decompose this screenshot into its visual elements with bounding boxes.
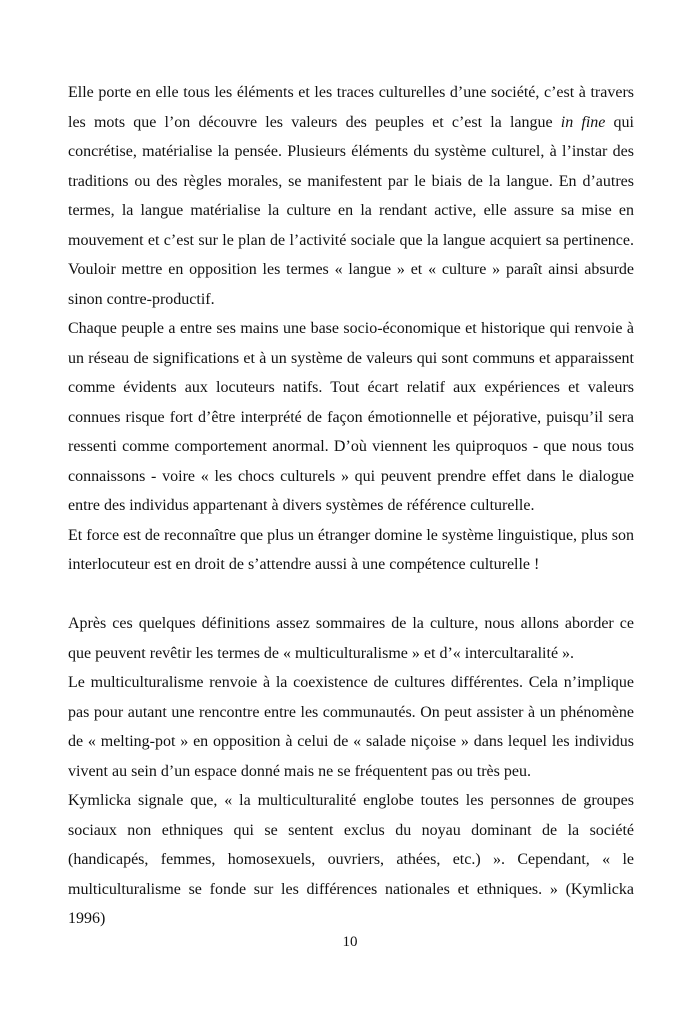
paragraph-definitions-intro: Après ces quelques définitions assez sommaires de la culture, nous allons aborder ce que peuvent revêtir les termes de « multiculturalisme » et d’« intercultaralité ». — [68, 615, 634, 662]
paragraph-text: Elle porte en elle tous les éléments et les traces culturelles d’une société, c’est à travers les mots que l’on découvre les valeurs des peuples et c’est la langue — [68, 84, 634, 131]
italic-phrase: in fine — [560, 113, 606, 131]
paragraph-language-culture — [68, 78, 634, 314]
page-number: 10 — [342, 934, 358, 950]
paragraph-text: qui concrétise, matérialise la pensée. Plusieurs éléments du système culturel, à l’instar des traditions ou des règles morales, se manifestent par le biais de la langue. En d’autres termes, la langue matérialise la culture en la rendant active, elle assure sa mise en mouvement et c’est sur le plan de l’activité sociale que la langue acquiert sa pertinence. Vouloir mettre en opposition les termes « langue » et « culture » paraît ainsi absurde sinon contre-productif. — [68, 113, 634, 308]
paragraph-cultural-competence: Et force est de reconnaître que plus un étranger domine le système linguistique, plus son interlocuteur est en droit de s’attendre aussi à une compétence culturelle ! — [68, 526, 634, 573]
paragraph-gap — [68, 580, 634, 610]
paragraph-socio-economic-base: Chaque peuple a entre ses mains une base socio-économique et historique qui renvoie à un réseau de significations et à un système de valeurs qui sont communs et apparaissent comme évidents aux locuteurs natifs. Tout écart relatif aux expériences et valeurs connues risque fort d’être interprété de façon émotionnelle et péjorative, puisqu’il sera ressenti comme comportement anormal. D’où viennent les quiproquos - que nous tous connaissons - voire « les chocs culturels » qui peuvent prendre effet dans le dialogue entre des individus appartenant à divers systèmes de référence culturelle. — [68, 320, 634, 514]
document-body — [68, 78, 634, 934]
paragraph-kymlicka-quote: Kymlicka signale que, « la multiculturalité englobe toutes les personnes de groupes sociaux non ethniques qui se sentent exclus du noyau dominant de la société (handicapés, femmes, homosexuels, ouvriers, athées, etc.) ». Cependant, « le multiculturalisme se fonde sur les différences nationales et ethniques. » (Kymlicka 1996) — [68, 792, 634, 927]
paragraph-multiculturalism: Le multiculturalisme renvoie à la coexistence de cultures différentes. Cela n’implique pas pour autant une rencontre entre les communautés. On peut assister à un phénomène de « melting-pot » en opposition à celui de « salade niçoise » dans lequel les individus vivent au sein d’un espace donné mais ne se fréquentent pas ou très peu. — [68, 674, 634, 780]
